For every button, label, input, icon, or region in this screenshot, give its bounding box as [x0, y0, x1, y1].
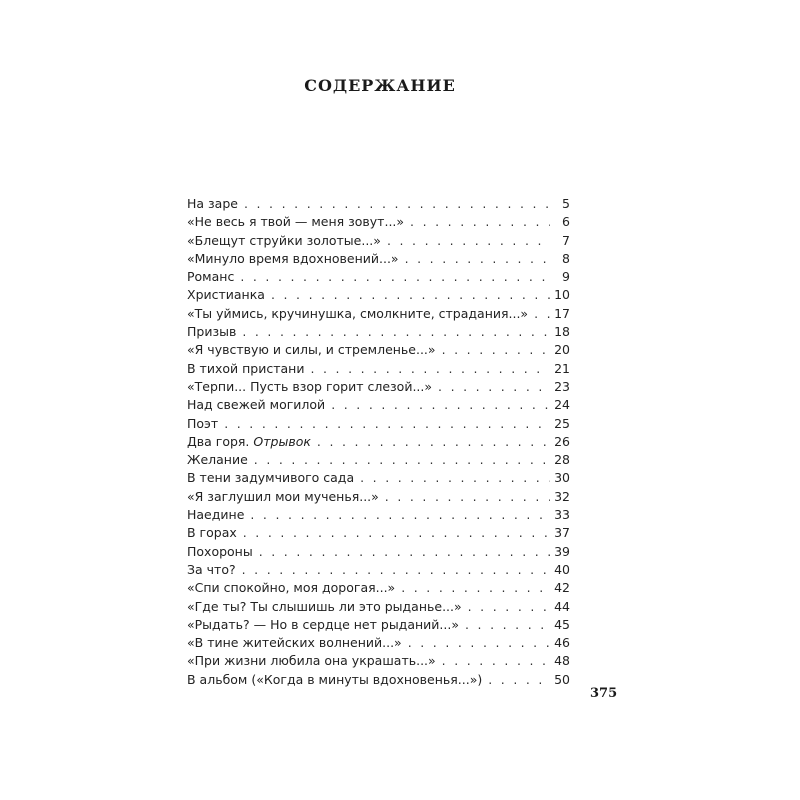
toc-entry-page: 40 — [554, 561, 570, 577]
toc-entry-title — [187, 469, 354, 487]
toc-entry — [187, 268, 570, 286]
toc-entry-title — [187, 561, 236, 579]
toc-entry-title-text: «Терпи... Пусть взор горит слезой...» — [187, 378, 433, 394]
toc-entry-subtitle: Отрывок — [253, 433, 311, 449]
toc-entry — [187, 213, 570, 231]
toc-entry-page: 28 — [554, 452, 570, 468]
dot-leader — [442, 341, 550, 359]
toc-entry-title — [187, 323, 236, 341]
toc-entry-title-text: «Минуло время вдохновений...» — [187, 250, 399, 266]
toc-entry-title-text: Похороны — [187, 543, 253, 559]
dot-leader — [331, 396, 550, 414]
toc-entry-title-text: «Я чувствую и силы, и стремленье...» — [187, 342, 436, 358]
toc-entry-page: 5 — [562, 196, 570, 211]
dot-leader — [442, 652, 550, 670]
toc-entry — [187, 488, 570, 506]
toc-entry-page: 42 — [554, 580, 570, 596]
toc-entry-page: 6 — [562, 214, 570, 230]
toc-entry-title-text: «Я заглушил мои мученья...» — [187, 488, 379, 504]
toc-entry-title-text: В тени задумчивого сада — [187, 470, 355, 486]
toc-entry-title — [187, 524, 237, 542]
toc-entry-page: 18 — [554, 324, 570, 340]
toc-entry-title — [187, 488, 379, 506]
toc-entry — [187, 652, 570, 670]
dot-leader — [224, 415, 550, 433]
toc-entry-page: 50 — [554, 671, 570, 687]
toc-entry-page: 24 — [554, 397, 570, 413]
toc-entry-title — [187, 268, 234, 286]
toc-entry-title — [187, 396, 325, 414]
toc-entry-title-text: «В тине житейских волнений...» — [187, 635, 402, 651]
toc-entry-page: 7 — [562, 232, 570, 248]
toc-entry — [187, 378, 570, 396]
dot-leader — [438, 378, 550, 396]
toc-entry-title — [187, 506, 244, 524]
toc-entry-page: 46 — [554, 635, 570, 651]
toc-entry-title-text: За что? — [187, 561, 236, 577]
toc-entry-page: 23 — [554, 378, 570, 394]
toc-entry-title-text: В тихой пристани — [187, 360, 305, 376]
toc-entry — [187, 671, 570, 689]
toc-entry-title-text: Христианка — [187, 287, 265, 303]
toc-entry — [187, 616, 570, 634]
toc-entry-title-text: Романс — [187, 269, 235, 285]
toc-entry-title — [187, 415, 218, 433]
page-number: 375 — [590, 686, 618, 701]
toc-entry — [187, 598, 570, 616]
toc-entry-title — [187, 341, 436, 359]
toc-entry — [187, 561, 570, 579]
page-title: СОДЕРЖАНИЕ — [304, 76, 456, 95]
toc-entry-title — [187, 433, 311, 451]
toc-entry-title-text: «При жизни любила она украшать...» — [187, 653, 436, 669]
dot-leader — [242, 323, 550, 341]
toc-entry-title — [187, 579, 395, 597]
toc-entry-page: 26 — [554, 433, 570, 449]
toc-entry — [187, 579, 570, 597]
toc-entry-page: 32 — [554, 488, 570, 504]
toc-entry — [187, 286, 570, 304]
toc-entry-title-text: В альбом («Когда в минуты вдохновенья...») — [187, 671, 483, 687]
toc-entry-title-text: «Блещут струйки золотые...» — [187, 232, 381, 248]
toc-entry-title — [187, 232, 381, 250]
dot-leader — [360, 469, 550, 487]
toc-entry-page: 10 — [554, 287, 570, 303]
dot-leader — [310, 360, 550, 378]
toc-entry-title-text: «Не весь я твой — меня зовут...» — [187, 214, 405, 230]
toc-entry-title — [187, 195, 238, 213]
toc-entry-title-text: Поэт — [187, 415, 219, 431]
toc-entry-title-text: Два горя. — [187, 433, 250, 449]
toc-entry — [187, 415, 570, 433]
toc-entry-page: 45 — [554, 616, 570, 632]
dot-leader — [254, 451, 550, 469]
toc-entry-title — [187, 671, 482, 689]
dot-leader — [243, 524, 550, 542]
dot-leader — [387, 232, 550, 250]
toc-entry-title — [187, 634, 402, 652]
toc-entry — [187, 250, 570, 268]
toc-entry — [187, 524, 570, 542]
toc-entry — [187, 396, 570, 414]
dot-leader — [250, 506, 550, 524]
toc-entry-title — [187, 616, 459, 634]
dot-leader — [259, 543, 550, 561]
toc-entry-page: 30 — [554, 470, 570, 486]
toc-entry-title-text: Наедине — [187, 507, 245, 523]
toc-entry-title — [187, 305, 528, 323]
toc-entry-title-text: Над свежей могилой — [187, 397, 326, 413]
toc-entry-title — [187, 451, 248, 469]
toc-entry-title — [187, 286, 265, 304]
toc-entry — [187, 360, 570, 378]
toc-entry-title — [187, 598, 462, 616]
toc-entry-title — [187, 543, 253, 561]
dot-leader — [465, 616, 550, 634]
toc-entry-page: 39 — [554, 543, 570, 559]
dot-leader — [242, 561, 550, 579]
toc-entry — [187, 195, 570, 213]
toc-entry-title-text: На заре — [187, 196, 238, 211]
toc-entry-page: 9 — [562, 269, 570, 285]
toc-entry-title-text: Желание — [187, 452, 248, 468]
toc-entry-title-text: В горах — [187, 525, 237, 541]
dot-leader — [408, 634, 550, 652]
dot-leader — [240, 268, 550, 286]
toc-entry-title-text: Призыв — [187, 324, 237, 340]
dot-leader — [468, 598, 550, 616]
toc-entry-title — [187, 213, 404, 231]
dot-leader — [271, 286, 550, 304]
dot-leader — [410, 213, 550, 231]
toc-entry-title-text: «Ты уймись, кручинушка, смолкните, страдания...» — [187, 305, 529, 321]
toc-entry-title-text: «Где ты? Ты слышишь ли это рыданье...» — [187, 598, 462, 614]
toc-entry-page: 33 — [554, 507, 570, 523]
dot-leader — [534, 305, 550, 323]
toc-entry-page: 17 — [554, 305, 570, 321]
toc-entry-page: 20 — [554, 342, 570, 358]
toc-entry-title — [187, 250, 399, 268]
toc-entry — [187, 341, 570, 359]
toc-entry — [187, 305, 570, 323]
dot-leader — [244, 195, 550, 213]
toc-entry-page: 48 — [554, 653, 570, 669]
dot-leader — [488, 671, 550, 689]
toc-entry-title — [187, 360, 304, 378]
dot-leader — [401, 579, 550, 597]
toc-entry — [187, 506, 570, 524]
toc-entry-page: 25 — [554, 415, 570, 431]
dot-leader — [385, 488, 550, 506]
toc-entry-page: 37 — [554, 525, 570, 541]
toc-entry-title-text: «Спи спокойно, моя дорогая...» — [187, 580, 396, 596]
toc-entry — [187, 469, 570, 487]
toc-entry — [187, 232, 570, 250]
toc-entry — [187, 433, 570, 451]
dot-leader — [317, 433, 550, 451]
toc-entry-title — [187, 378, 432, 396]
toc-entry-page: 44 — [554, 598, 570, 614]
toc-entry-title — [187, 652, 436, 670]
table-of-contents — [187, 195, 570, 689]
toc-entry — [187, 323, 570, 341]
toc-entry-page: 8 — [562, 250, 570, 266]
toc-entry — [187, 543, 570, 561]
dot-leader — [405, 250, 550, 268]
toc-entry-title-text: «Рыдать? — Но в сердце нет рыданий...» — [187, 616, 459, 632]
toc-entry-page: 21 — [554, 360, 570, 376]
toc-entry — [187, 451, 570, 469]
toc-entry — [187, 634, 570, 652]
